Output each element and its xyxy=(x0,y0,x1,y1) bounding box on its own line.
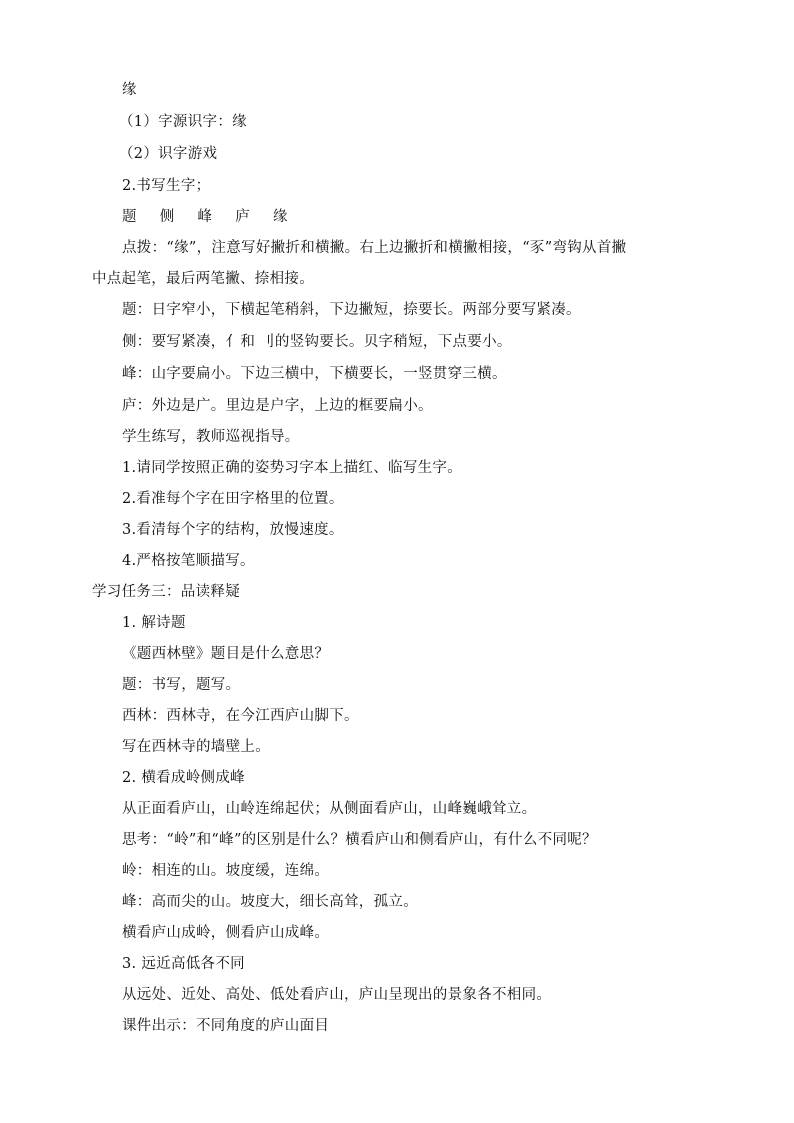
text-line: 《题西林壁》题目是什么意思？ xyxy=(122,646,330,662)
text-line: 中点起笔，最后两笔撇、捺相接。 xyxy=(92,271,314,287)
character-item: 峰 xyxy=(197,209,213,225)
text-line: 西林：西林寺，在今江西庐山脚下。 xyxy=(122,708,359,724)
text-line: 2.看准每个字在田字格里的位置。 xyxy=(122,491,344,507)
text-line: 学生练写，教师巡视指导。 xyxy=(122,429,300,445)
text-line: 4.严格按笔顺描写。 xyxy=(122,553,255,569)
text-line: 思考：“岭”和“峰”的区别是什么？横看庐山和侧看庐山，有什么不同呢？ xyxy=(122,832,597,848)
text-line: （1）字源识字：缘 xyxy=(119,114,247,130)
character-item: 庐 xyxy=(235,209,251,225)
text-line: 2.书写生字； xyxy=(122,178,211,194)
text-line: 从正面看庐山，山岭连绵起伏；从侧面看庐山，山峰巍峨耸立。 xyxy=(122,801,537,817)
text-line: 庐：外边是广。里边是户字，上边的框要扁小。 xyxy=(122,398,433,414)
character-item: 侧 xyxy=(159,209,175,225)
text-line: 点拨：“缘”，注意写好撇折和横撇。右上边撇折和横撇相接，“豕”弯钩从首撇 xyxy=(122,240,627,256)
text-line: 题：书写，题写。 xyxy=(122,677,241,693)
text-line: 缘 xyxy=(122,82,137,98)
text-line: 题：日字窄小，下横起笔稍斜，下边撇短，捺要长。两部分要写紧凑。 xyxy=(122,302,581,318)
text-line: 2. 横看成岭侧成峰 xyxy=(122,770,245,786)
text-line: （2）识字游戏 xyxy=(119,146,218,162)
text-line: 峰：高而尖的山。坡度大，细长高耸，孤立。 xyxy=(122,894,418,910)
text-line: 写在西林寺的墙壁上。 xyxy=(122,739,270,755)
character-item: 题 xyxy=(122,209,137,225)
text-line: 岭：相连的山。坡度缓，连绵。 xyxy=(122,863,330,879)
text-line: 3.看清每个字的结构，放慢速度。 xyxy=(122,522,344,538)
text-line: 峰：山字要扁小。下边三横中，下横要长，一竖贯穿三横。 xyxy=(122,366,507,382)
text-line: 3. 远近高低各不同 xyxy=(122,956,245,972)
text-line: 课件出示：不同角度的庐山面目 xyxy=(122,1018,330,1034)
text-line: 1. 解诗题 xyxy=(122,615,186,631)
text-line: 1.请同学按照正确的姿势习字本上描红、临写生字。 xyxy=(122,460,463,476)
character-item: 缘 xyxy=(272,209,288,225)
text-line: 侧：要写紧凑，亻和 刂的竖钩要长。贝字稍短，下点要小。 xyxy=(122,334,512,350)
text-line: 横看庐山成岭，侧看庐山成峰。 xyxy=(122,925,330,941)
text-line: 从远处、近处、高处、低处看庐山，庐山呈现出的景象各不相同。 xyxy=(122,987,552,1003)
character-list xyxy=(122,207,306,227)
section-heading: 学习任务三：品读释疑 xyxy=(92,584,240,600)
